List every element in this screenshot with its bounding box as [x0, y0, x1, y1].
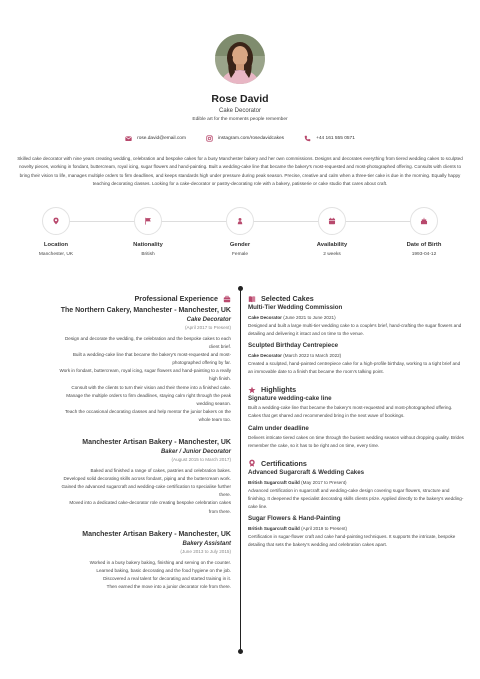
job-line: Discovered a real talent for decorating and started training in it. [103, 575, 231, 581]
job-line: client brief. [208, 344, 231, 350]
cake-title: Multi-Tier Wedding Commission [248, 304, 343, 311]
calendar-icon [328, 217, 336, 225]
job-line: Baked and finished a range of cakes, pastries and celebration bakes. [90, 468, 231, 474]
book-icon [248, 295, 256, 303]
job-entry [20, 306, 231, 424]
right-column [248, 294, 464, 549]
job-description [20, 335, 231, 424]
highlights-heading [248, 385, 464, 394]
contact-bar [0, 135, 480, 142]
fact-label: Date of Birth [406, 242, 442, 248]
job-line: Teach the occasional decorating classes and help mentor the junior bakers on the [65, 408, 231, 414]
job-line: Gained the advanced sugarcraft and wedding-cake certification to specialise further [61, 484, 231, 490]
candidate-name: Rose David [211, 93, 269, 105]
fact-label: Gender [229, 242, 251, 248]
job-description [20, 559, 231, 591]
fact-value: British [141, 252, 155, 257]
timeline-end-dot [238, 649, 243, 654]
cert-title: Sugar Flowers & Hand-Painting [248, 515, 341, 523]
job-line: Then earned the move into a junior decorator role from there. [106, 583, 231, 589]
job-line: there. [219, 492, 231, 498]
job-line: Built a wedding-cake line that became the bakery's most-requested and most- [72, 352, 231, 358]
award-icon [248, 459, 256, 467]
cert-issuer: British Sugarcraft Guild [248, 526, 300, 532]
contact-email[interactable] [125, 135, 186, 142]
contact-email-text: rose.david@email.com [137, 136, 186, 141]
job-line: Consult with the clients to turn their vision and their theme into a finished cake. [71, 384, 231, 390]
highlight-description: Delivers intricate tiered cakes on time through the busiest wedding season without dropping quality. Brides remember the cake, so it has to be right and on time, every time. [248, 434, 464, 448]
contact-phone-text: +44 161 555 0571 [316, 136, 355, 141]
cert-meta [248, 478, 464, 487]
contact-instagram[interactable] [206, 135, 284, 142]
fact-label: Location [43, 242, 69, 248]
cake-meta-dates: (March 2022 to March 2022) [281, 353, 342, 359]
instagram-icon [206, 135, 213, 142]
cert-title: Advanced Sugarcraft & Wedding Cakes [248, 468, 365, 476]
fact-nationality [103, 207, 193, 257]
selected-cakes-heading-text: Selected Cakes [261, 294, 314, 303]
job-line: Design and decorate the wedding, the celebration and the bespoke cakes to each [64, 336, 231, 341]
fact-gender [195, 207, 285, 257]
flag-icon [144, 217, 152, 225]
candidate-role: Cake Decorator [218, 108, 262, 114]
job-dates: (August 2015 to March 2017) [171, 457, 231, 463]
job-line: Manage the multiple orders to firm deadlines, staying calm right through the peak [66, 392, 231, 398]
job-line: wedding season. [196, 400, 231, 406]
cake-meta [248, 313, 464, 322]
cake-meta [248, 351, 464, 360]
job-role: Cake Decorator [186, 317, 231, 323]
cert-issuer: British Sugarcraft Guild [248, 479, 300, 485]
job-line: high finish. [209, 376, 231, 382]
cake-meta-role: Cake Decorator [248, 315, 282, 320]
experience-heading-text: Professional Experience [134, 294, 218, 303]
fact-location [11, 207, 101, 257]
fact-label: Availability [316, 242, 348, 248]
fact-value: 2 weeks [323, 252, 341, 257]
cake-description: Created a sculpted, hand-painted centrepiece cake for a high-profile birthday, working to a tight brief and an immovable date to a finish that became the room's talking point. [248, 361, 461, 375]
job-line: whole team too. [198, 416, 231, 422]
briefcase-icon [223, 295, 231, 303]
cert-description: Advanced certification in sugarcraft and wedding-cake design covering sugar flowers, structure and finishing. It deepened the specialist decorating skills clients prize. Applied directly to the bakery's wedding-cake line. [248, 487, 464, 509]
profile-summary: Skilled cake decorator with nine years creating wedding, celebration and bespoke cakes for a busy Manchester bakery and her own commissions. Designs and decorates everything from tiered wedding cakes to sculpted novelty pieces, working in fondant, buttercream, royal icing, sugar flowers and hand-painting. Built a wedding-cake line that became the bakery's most-requested and most-photographed offering. Consults with clients to bring their vision to life, manages multiple orders to firm deadlines, and keeps standards high under pressure during peak season. Precise, creative and calm when a three-tier cake is due in the morning. Equally happy teaching decorating classes. Looking for a cake-decorator or pastry-decorating role with a bakery, patisserie or cake studio that cares about craft. [17, 156, 463, 186]
cert-dates: (April 2019 to Present) [299, 526, 348, 532]
job-line: Learned baking, basic decorating and the food hygiene on the job. [96, 567, 231, 573]
contact-instagram-text: instagram.com/rosedavidcakes [217, 136, 285, 141]
highlight-title: Calm under deadline [248, 424, 309, 432]
fact-value: 1993-04-12 [411, 252, 437, 257]
cert-dates: (May 2017 to Present) [299, 479, 347, 485]
cert-description: Certification in sugar-flower craft and cake hand-painting techniques. It supports the intricate, bespoke detailing that sets the bakery's wedding and celebration cakes apart. [248, 534, 456, 548]
cert-meta [248, 524, 464, 533]
selected-cakes-heading [248, 294, 464, 303]
candidate-tagline: Edible art for the moments people remember [192, 117, 288, 122]
timeline-line [240, 288, 241, 651]
job-line: Worked in a busy bakery baking, finishing and serving on the counter. [89, 559, 231, 565]
certifications-heading [248, 459, 464, 468]
phone-icon [304, 135, 311, 142]
job-entry [20, 438, 231, 516]
job-line: photographed offering by far. [172, 360, 231, 366]
job-dates: (April 2017 to Present) [185, 325, 231, 330]
job-entry [20, 530, 231, 591]
job-line: Developed solid decorating skills across fondant, piping and the buttercream work. [63, 476, 231, 482]
fact-date-of-birth [379, 207, 469, 257]
job-company: Manchester Artisan Bakery - Manchester, UK [82, 439, 231, 447]
fact-value: Female [232, 252, 248, 257]
email-icon [125, 135, 132, 142]
job-line: from there. [208, 508, 231, 514]
job-company: Manchester Artisan Bakery - Manchester, UK [82, 530, 231, 538]
job-description [20, 467, 231, 516]
highlight-description: Built a wedding-cake line that became the bakery's most-requested and most-photographed offering. Cakes that get shared and recommended bring in the next wave of bookings. [248, 405, 453, 419]
cake-meta-dates: (June 2021 to June 2021) [281, 315, 336, 320]
fact-value: Manchester, UK [38, 252, 74, 257]
experience-section [20, 294, 231, 591]
job-company: The Northern Cakery, Manchester - Manchester, UK [60, 307, 231, 314]
gender-icon [236, 217, 244, 225]
fact-label: Nationality [133, 242, 163, 248]
job-role: Bakery Assistant [182, 540, 231, 547]
experience-heading [20, 294, 231, 303]
cake-icon [420, 217, 428, 225]
highlight-title: Signature wedding-cake line [248, 395, 332, 403]
job-role: Baker / Junior Decorator [160, 449, 231, 456]
job-dates: (June 2013 to July 2015) [180, 548, 231, 554]
star-icon [248, 386, 256, 394]
cake-description: Designed and built a large multi-tier wedding cake to a couple's brief, hand-crafting the sugar flowers and detailing and delivering it intact and on time to the venue. [248, 323, 462, 337]
cake-meta-role: Cake Decorator [248, 353, 282, 359]
job-line: Work in fondant, buttercream, royal icing, sugar flowers and hand-painting to a really [59, 368, 231, 374]
avatar [215, 34, 265, 84]
fact-availability [287, 207, 377, 257]
job-line: Moved into a dedicated cake-decorator role creating bespoke celebration cakes [69, 500, 231, 506]
certifications-heading-text: Certifications [261, 458, 307, 468]
location-pin-icon [52, 217, 60, 225]
contact-phone[interactable] [304, 135, 355, 142]
personal-facts [0, 207, 480, 267]
highlights-heading-text: Highlights [261, 385, 297, 395]
cake-title: Sculpted Birthday Centrepiece [248, 342, 339, 350]
